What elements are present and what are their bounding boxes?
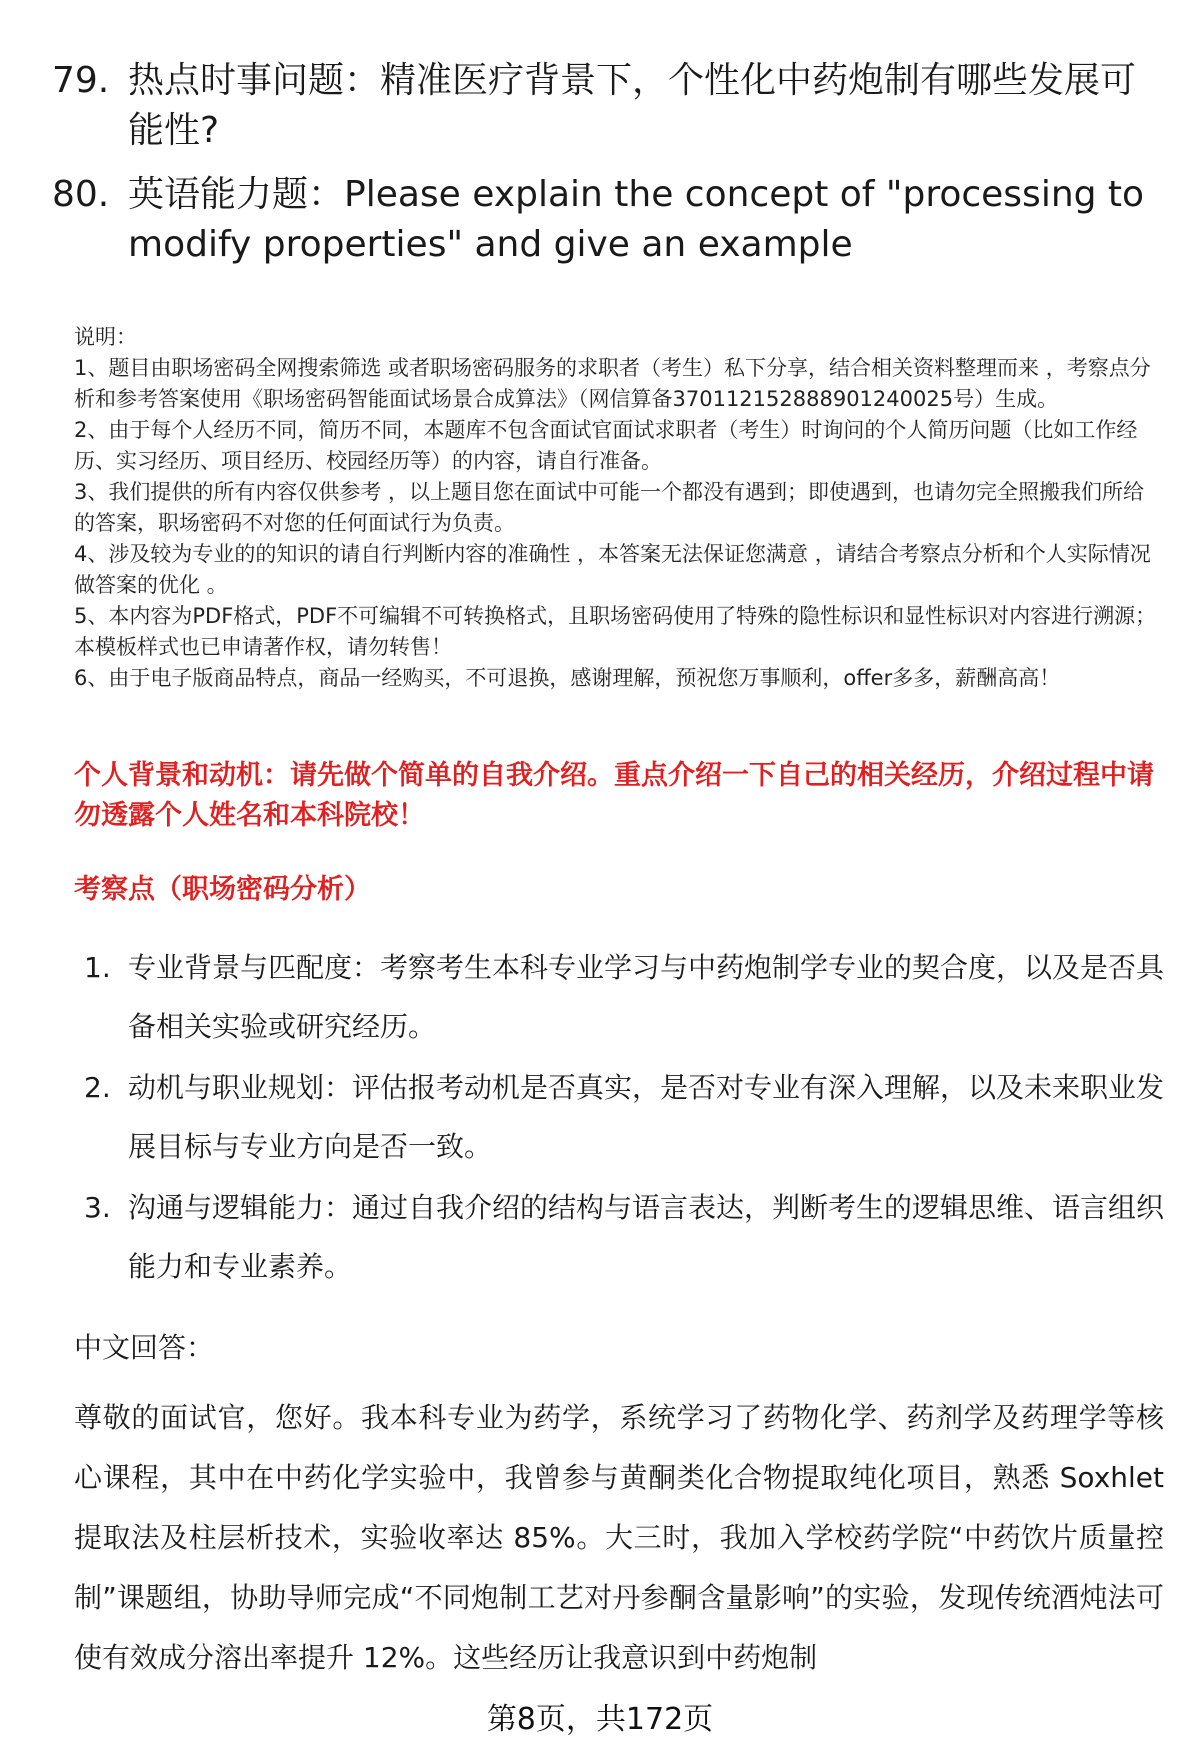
analysis-item bbox=[84, 1178, 1164, 1296]
note-item: 3、我们提供的所有内容仅供参考 ，以上题目您在面试中可能一个都没有遇到；即使遇到，也请勿完全照搬我们所给的答案，职场密码不对您的任何面试行为负责。 bbox=[74, 480, 1145, 535]
page-footer: 第8页，共172页 bbox=[486, 1702, 714, 1737]
analysis-item bbox=[84, 1058, 1164, 1176]
analysis-item-text: 动机与职业规划：评估报考动机是否真实，是否对专业有深入理解，以及未来职业发展目标与专业方向是否一致。 bbox=[128, 1071, 1165, 1163]
answer-label: 中文回答： bbox=[74, 1331, 215, 1364]
note-item: 4、涉及较为专业的的知识的请自行判断内容的准确性 ，本答案无法保证您满意 ，请结合考察点分析和个人实际情况做答案的优化 。 bbox=[74, 542, 1151, 597]
notes-title: 说明： bbox=[74, 325, 137, 349]
note-item: 1、题目由职场密码全网搜索筛选 或者职场密码服务的求职者（考生）私下分享，结合相关资料整理而来 ，考察点分析和参考答案使用《职场密码智能面试场景合成算法》（网信算备370112152888901240025号）生成。 bbox=[74, 356, 1151, 411]
answer-text: 尊敬的面试官，您好。我本科专业为药学，系统学习了药物化学、药剂学及药理学等核心课程，其中在中药化学实验中，我曾参与黄酮类化合物提取纯化项目，熟悉 Soxhlet 提取法及柱层析技术，实验收率达 85%。大三时，我加入学校药学院“中药饮片质量控制”课题组，协助导师完成“不同炮制工艺对丹参酮含量影响”的实验，发现传统酒炖法可使有效成分溶出率提升 12%。这些经历让我意识到中药炮制 bbox=[74, 1401, 1164, 1674]
section-heading: 个人背景和动机：请先做个简单的自我介绍。重点介绍一下自己的相关经历，介绍过程中请勿透露个人姓名和本科院校！ bbox=[74, 760, 1154, 831]
note-item: 5、本内容为PDF格式，PDF不可编辑不可转换格式，且职场密码使用了特殊的隐性标识和显性标识对内容进行溯源；本模板样式也已申请著作权，请勿转售！ bbox=[74, 604, 1157, 659]
question-number: 80. bbox=[52, 174, 110, 215]
disclaimer-notes bbox=[74, 322, 1164, 694]
analysis-item bbox=[84, 938, 1164, 1056]
question-number: 79. bbox=[52, 60, 110, 101]
question-79 bbox=[52, 56, 1152, 156]
note-item: 6、由于电子版商品特点，商品一经购买，不可退换，感谢理解，预祝您万事顺利，offer多多，薪酬高高！ bbox=[74, 666, 1061, 690]
analysis-item-number: 3. bbox=[84, 1191, 111, 1224]
question-text: 热点时事问题：精准医疗背景下，个性化中药炮制有哪些发展可能性? bbox=[128, 60, 1137, 151]
analysis-item-number: 2. bbox=[84, 1071, 111, 1104]
analysis-item-number: 1. bbox=[84, 951, 111, 984]
question-text: 英语能力题：Please explain the concept of "processing to modify properties" and give an example bbox=[128, 174, 1145, 265]
analysis-heading: 考察点（职场密码分析） bbox=[74, 874, 371, 905]
analysis-item-text: 沟通与逻辑能力：通过自我介绍的结构与语言表达，判断考生的逻辑思维、语言组织能力和专业素养。 bbox=[128, 1191, 1165, 1283]
analysis-list bbox=[84, 938, 1164, 1298]
question-80 bbox=[52, 170, 1152, 270]
note-item: 2、由于每个人经历不同，简历不同，本题库不包含面试官面试求职者（考生）时询问的个人简历问题（比如工作经历、实习经历、项目经历、校园经历等）的内容，请自行准备。 bbox=[74, 418, 1138, 473]
analysis-item-text: 专业背景与匹配度：考察考生本科专业学习与中药炮制学专业的契合度，以及是否具备相关实验或研究经历。 bbox=[128, 951, 1165, 1043]
